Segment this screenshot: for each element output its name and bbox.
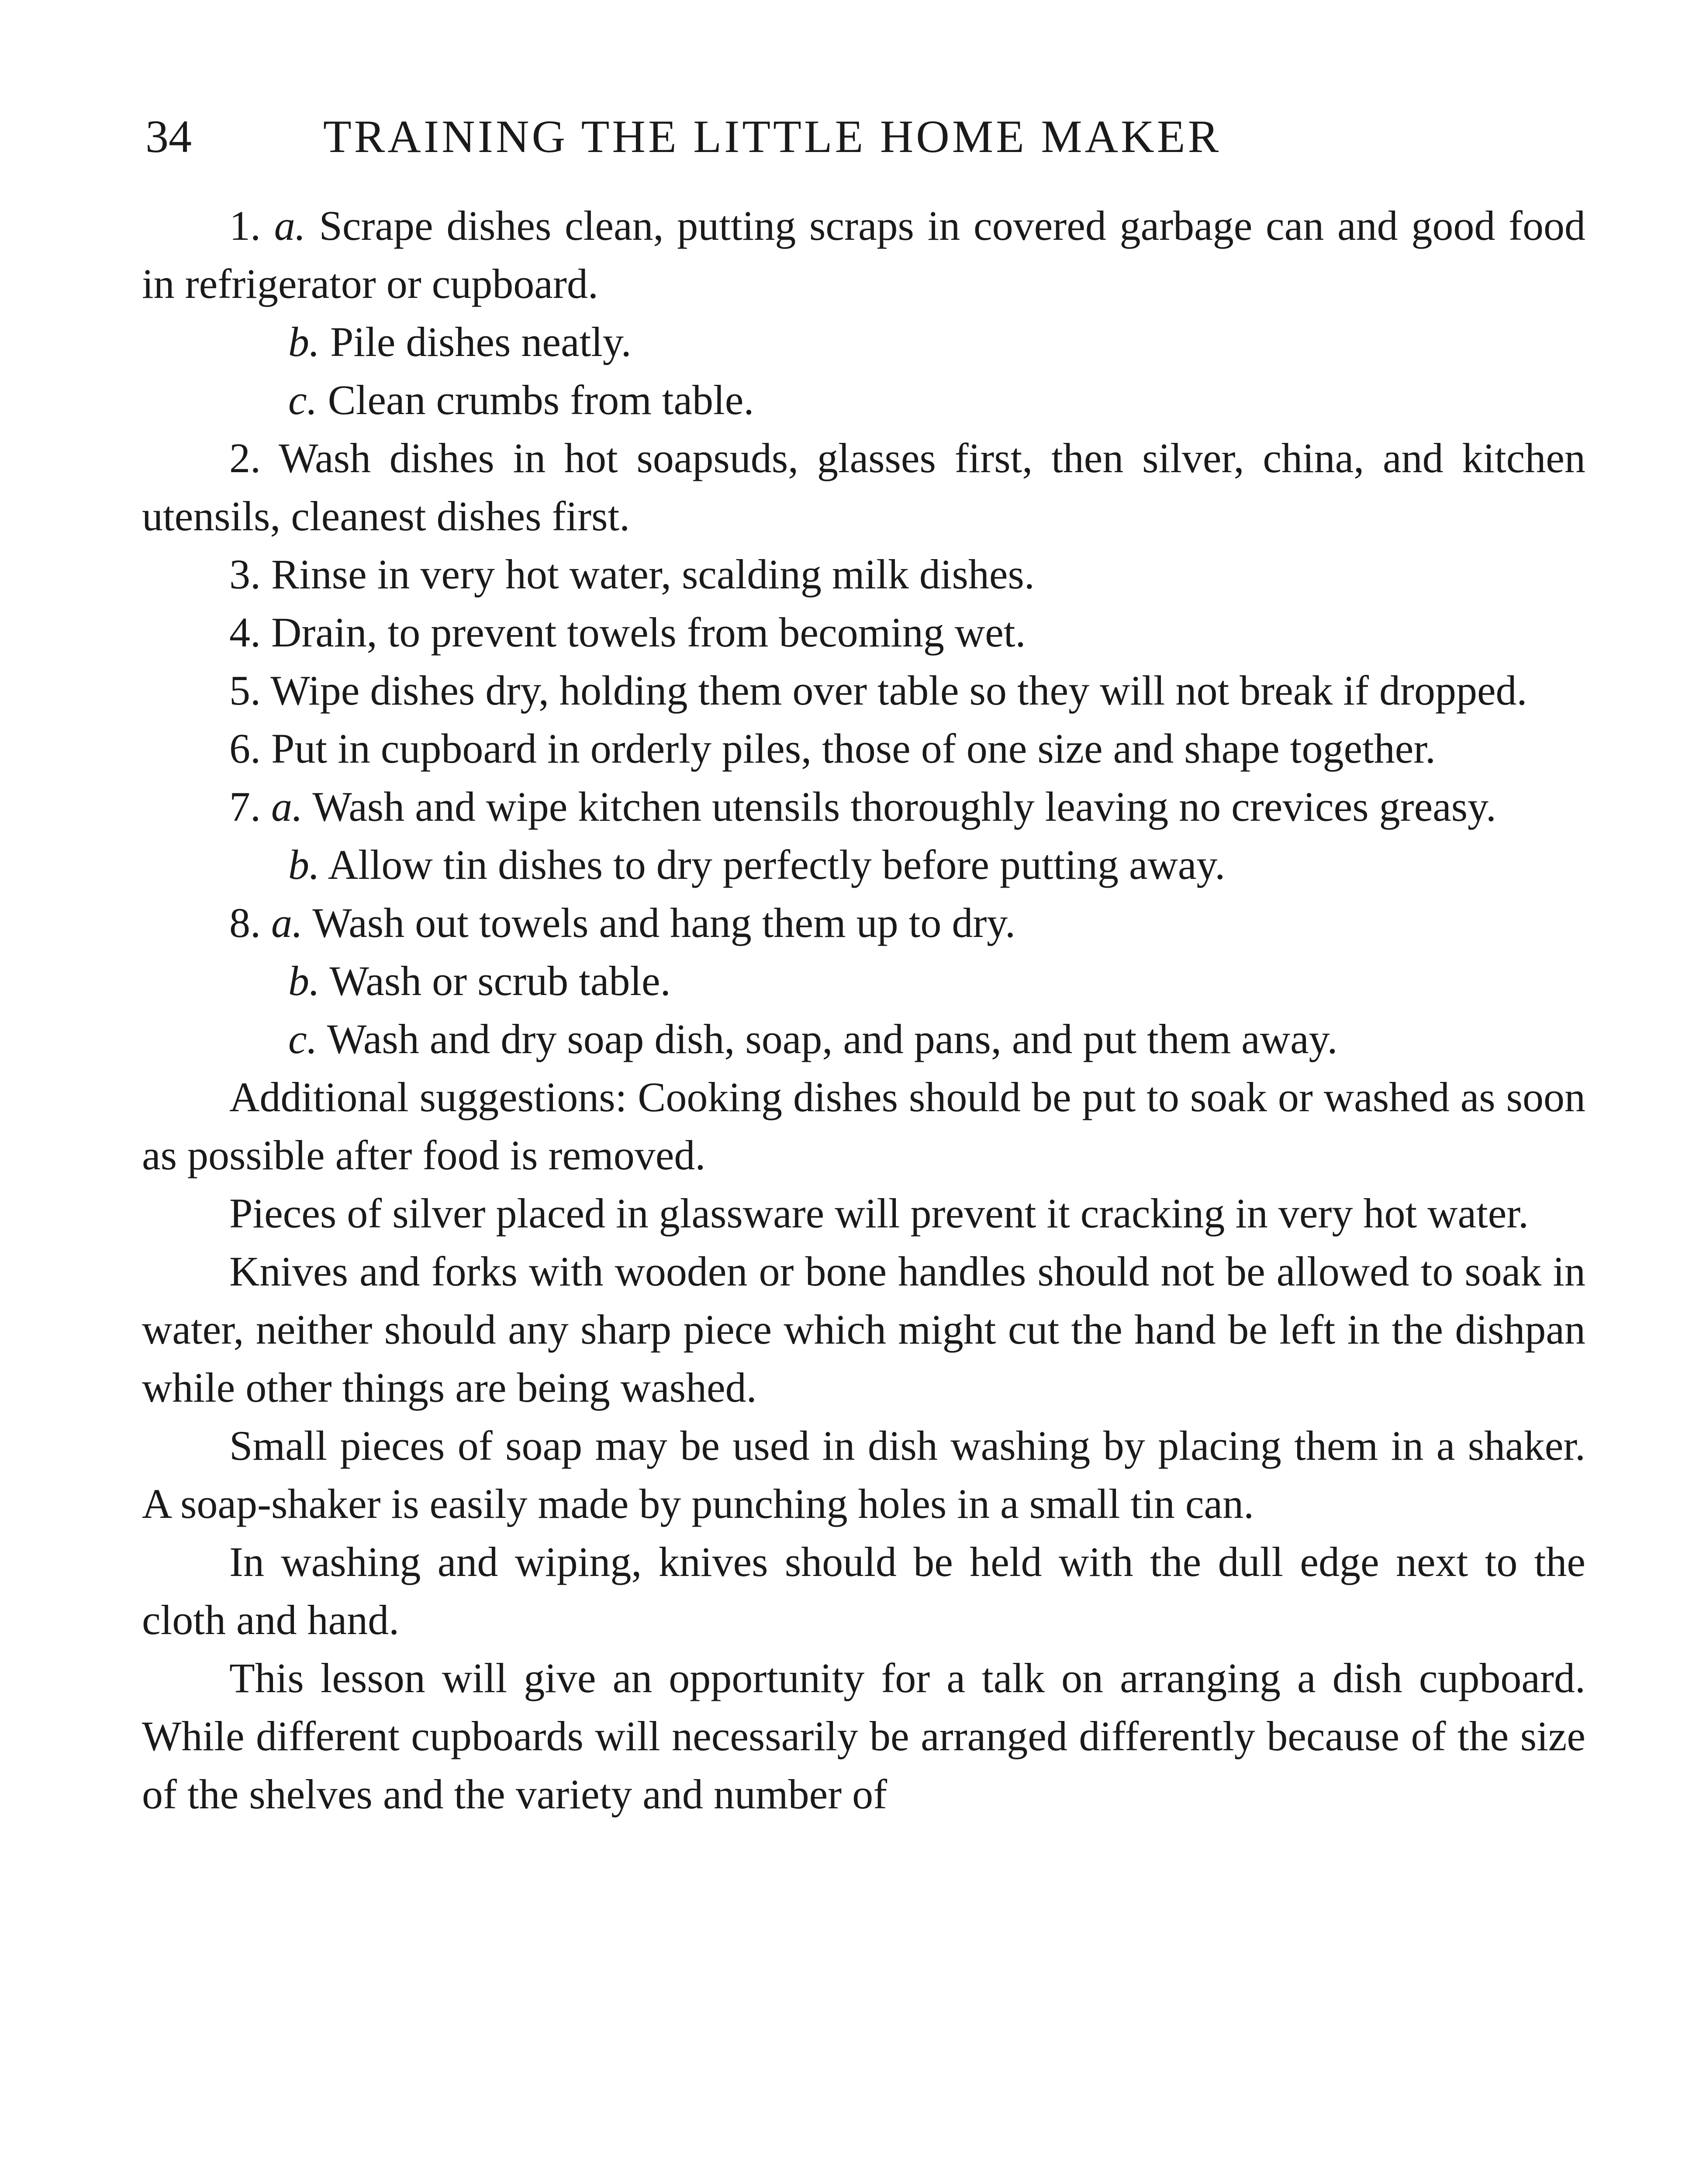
step-text: Put in cupboard in orderly piles, those of one size and shape together. [271, 725, 1436, 772]
step-text: Wash dishes in hot soapsuds, glasses first, then silver, china, and kitchen utensils, cleanest dishes first. [142, 435, 1586, 539]
step-label: b. [288, 318, 320, 365]
step-label: a. [271, 899, 303, 946]
step-text: Wash or scrub table. [329, 957, 671, 1004]
step-8c [142, 1010, 1585, 1068]
step-number: 3. [229, 551, 261, 598]
step-label: c. [288, 377, 318, 423]
page-number: 34 [145, 111, 192, 162]
step-4 [142, 603, 1585, 661]
step-text: Wash out towels and hang them up to dry. [312, 899, 1016, 946]
step-number: 4. [229, 609, 261, 656]
step-label: a. [271, 783, 303, 830]
step-8a [142, 894, 1585, 952]
step-text: Scrape dishes clean, putting scraps in covered garbage can and good food in refrigerator or cupboard. [142, 202, 1586, 307]
step-1b [142, 313, 1585, 371]
body-text [142, 197, 1585, 1823]
step-2 [142, 429, 1585, 545]
step-3 [142, 545, 1585, 603]
running-title: TRAINING THE LITTLE HOME MAKER [323, 111, 1222, 162]
step-label: c. [288, 1016, 318, 1062]
step-8b [142, 952, 1585, 1010]
step-number: 6. [229, 725, 261, 772]
step-1a [142, 197, 1585, 313]
step-text: Drain, to prevent towels from becoming wet. [271, 609, 1026, 656]
step-number: 2. [229, 435, 261, 481]
step-5 [142, 661, 1585, 719]
step-number: 5. [229, 667, 261, 714]
step-number: 1. [229, 202, 261, 249]
step-text: Wipe dishes dry, holding them over table so they will not break if dropped. [270, 667, 1527, 714]
paragraph-knives-wiping: In washing and wiping, knives should be held with the dull edge next to the cloth and hand. [142, 1538, 1585, 1643]
paragraph-soap-shaker: Small pieces of soap may be used in dish washing by placing them in a shaker. A soap-shaker is easily made by punching holes in a small tin can. [142, 1422, 1585, 1527]
running-header [145, 106, 1347, 167]
paragraph-knives-forks: Knives and forks with wooden or bone handles should not be allowed to soak in water, neither should any sharp piece which might cut the hand be left in the dishpan while other things are being washed. [142, 1248, 1585, 1411]
step-number: 8. [229, 899, 261, 946]
step-6 [142, 719, 1585, 778]
step-text: Pile dishes neatly. [330, 318, 632, 365]
paragraph-silver-glassware: Pieces of silver placed in glassware will prevent it cracking in very hot water. [229, 1190, 1529, 1237]
step-text: Wash and dry soap dish, soap, and pans, and put them away. [327, 1016, 1338, 1062]
step-label: b. [288, 841, 320, 888]
step-7b [142, 836, 1585, 894]
step-1c [142, 371, 1585, 429]
step-label: a. [274, 202, 306, 249]
step-number: 7. [229, 783, 261, 830]
step-text: Clean crumbs from table. [328, 377, 754, 423]
paragraph-additional-suggestions: Additional suggestions: Cooking dishes should be put to soak or washed as soon as possible after food is removed. [142, 1074, 1585, 1178]
step-text: Allow tin dishes to dry perfectly before putting away. [328, 841, 1226, 888]
step-7a [142, 778, 1585, 836]
step-text: Rinse in very hot water, scalding milk dishes. [271, 551, 1035, 598]
step-label: b. [288, 957, 320, 1004]
paragraph-dish-cupboard: This lesson will give an opportunity for a talk on arranging a dish cupboard. While different cupboards will necessarily be arranged differently because of the size of the shelves and the variety and number of [142, 1655, 1585, 1818]
step-text: Wash and wipe kitchen utensils thoroughly leaving no crevices greasy. [312, 783, 1496, 830]
